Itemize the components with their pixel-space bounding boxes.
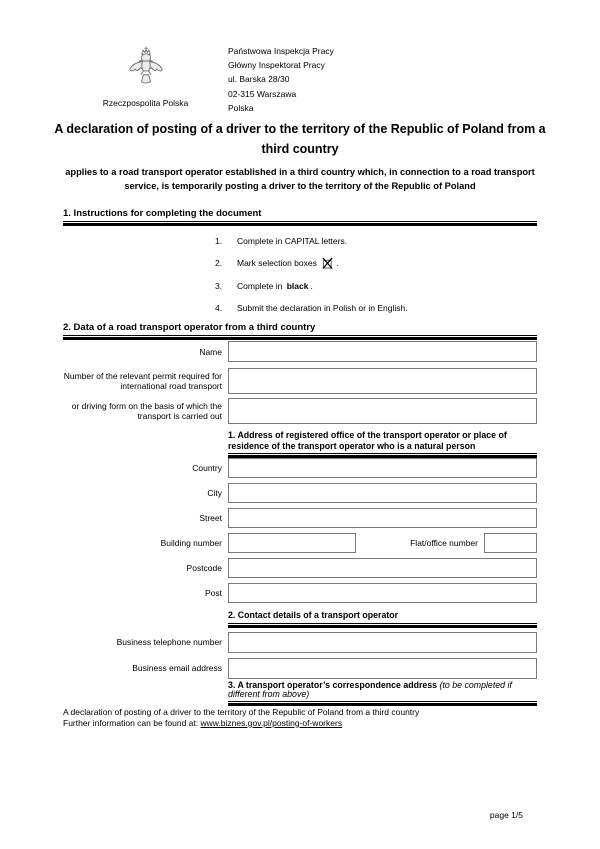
- driving-form-label: or driving form on the basis of which the transport is carried out: [71, 401, 222, 421]
- business-email-input[interactable]: [228, 658, 537, 679]
- emblem-country-label: Rzeczpospolita Polska: [102, 98, 189, 108]
- subsection-contact-heading: 2. Contact details of a transport operator: [228, 610, 399, 620]
- postcode-label: Postcode: [186, 563, 222, 573]
- x-mark-checkbox-icon: [322, 257, 333, 269]
- form-row-permit: [63, 368, 537, 394]
- instruction-item-3: [215, 279, 408, 292]
- letterhead-line: 02-315 Warszawa: [228, 88, 297, 99]
- country-input[interactable]: [228, 458, 537, 478]
- instruction-text: Complete in black .: [237, 280, 313, 291]
- page-number: page 1/5: [489, 810, 523, 820]
- form-row-street: [63, 508, 537, 528]
- form-row-building-flat: [63, 533, 537, 553]
- flat-office-number-label: Flat/office number: [410, 538, 478, 548]
- footer-line-2: Further information can be found at: www.biznes.gov.pl/posting-of-workers: [63, 717, 343, 728]
- city-label: City: [207, 488, 222, 498]
- instruction-number: 2.: [215, 258, 223, 268]
- permit-number-input[interactable]: [228, 368, 537, 394]
- section-divider: [63, 221, 537, 226]
- street-input[interactable]: [228, 508, 537, 528]
- section-1-heading: 1. Instructions for completing the document: [63, 208, 262, 219]
- footer-line-1: A declaration of posting of a driver to the territory of the Republic of Poland from a third country: [63, 707, 420, 717]
- letterhead-address: [228, 44, 334, 115]
- instruction-number: 4.: [215, 303, 223, 313]
- emblem-block: [63, 44, 228, 115]
- letterhead: [63, 44, 537, 115]
- section-2-heading: 2. Data of a road transport operator from a third country: [63, 322, 316, 333]
- subsection-address-heading: 1. Address of registered office of the transport operator or place of residence of the transport operator who is a natural person: [228, 430, 507, 451]
- post-input[interactable]: [228, 583, 537, 603]
- subsection-correspondence-heading: 3. A transport operator’s correspondence address (to be completed if different from above): [228, 679, 512, 699]
- form-row-name: [63, 341, 537, 362]
- postcode-input[interactable]: [228, 558, 537, 578]
- form-row-phone: [63, 632, 537, 653]
- business-phone-label: Business telephone number: [116, 637, 222, 647]
- instruction-number: 3.: [215, 280, 223, 291]
- letterhead-line: Polska: [228, 102, 254, 113]
- further-information-link[interactable]: www.biznes.gov.pl/posting-of-workers: [200, 717, 343, 728]
- operator-form: [63, 341, 537, 706]
- instruction-item-1: [215, 234, 408, 247]
- instruction-item-2: [215, 257, 408, 270]
- form-row-driving-form: [63, 398, 537, 424]
- business-phone-input[interactable]: [228, 632, 537, 653]
- permit-label: Number of the relevant permit required for international road transport: [63, 371, 222, 391]
- document-footer: [63, 707, 537, 728]
- name-label: Name: [199, 346, 222, 357]
- subsection-divider: [228, 701, 537, 706]
- letterhead-line: Główny Inspektorat Pracy: [228, 60, 325, 71]
- instructions-list: [215, 234, 408, 324]
- instruction-text: Submit the declaration in Polish or in English.: [237, 303, 408, 313]
- section-operator-header: [63, 322, 537, 340]
- instruction-item-4: [215, 302, 408, 315]
- form-row-postcode: [63, 558, 537, 578]
- country-label: Country: [192, 463, 222, 473]
- building-number-label: Building number: [160, 538, 222, 548]
- building-number-input[interactable]: [228, 533, 356, 553]
- form-row-post: [63, 583, 537, 603]
- form-row-email: [63, 658, 537, 679]
- letterhead-line: Państwowa Inspekcja Pracy: [228, 46, 334, 56]
- flat-office-number-input[interactable]: [484, 533, 537, 553]
- form-row-country: [63, 458, 537, 478]
- post-label: Post: [204, 588, 222, 598]
- polish-eagle-icon: [128, 46, 164, 91]
- form-row-city: [63, 483, 537, 503]
- document-subtitle: applies to a road transport operator established in a third country which, in connection to a road transport service, is temporarily posting a driver to the territory of the Republic of Poland: [65, 167, 535, 191]
- business-email-label: Business email address: [132, 663, 222, 673]
- instruction-number: 1.: [215, 235, 223, 246]
- letterhead-line: ul. Barska 28/30: [228, 74, 290, 85]
- section-instructions-header: [63, 208, 537, 226]
- driving-form-input[interactable]: [228, 398, 537, 424]
- city-input[interactable]: [228, 483, 537, 503]
- instruction-text: Mark selection boxes .: [237, 258, 339, 268]
- instruction-text: Complete in CAPITAL letters.: [237, 235, 348, 246]
- name-input[interactable]: [228, 341, 537, 362]
- section-divider: [63, 335, 537, 340]
- document-title: A declaration of posting of a driver to the territory of the Republic of Poland from a third country: [54, 122, 546, 156]
- street-label: Street: [199, 513, 222, 523]
